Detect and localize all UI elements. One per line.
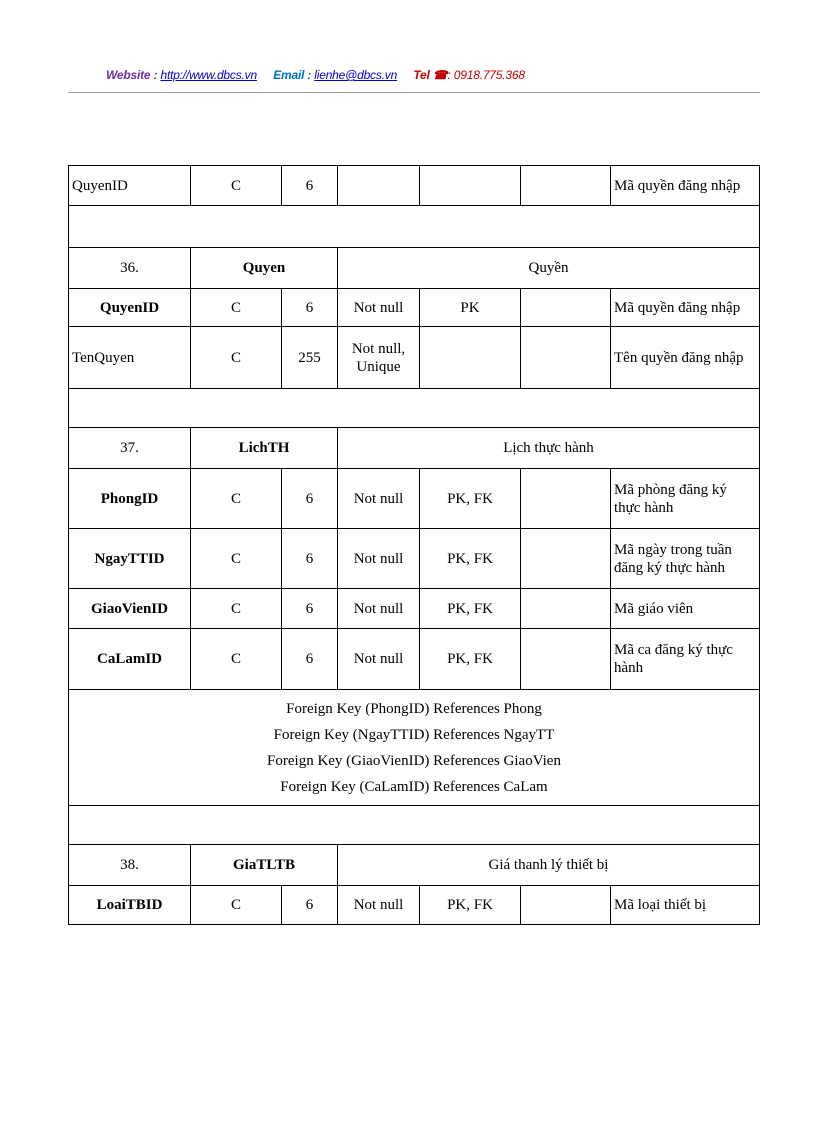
- table-title-row: [69, 845, 760, 886]
- field-description: Tên quyền đăng nhập: [611, 327, 760, 389]
- field-name: CaLamID: [69, 629, 191, 690]
- field-key: PK, FK: [420, 529, 521, 589]
- email-label: Email :: [273, 68, 312, 82]
- field-size: 6: [282, 166, 338, 206]
- field-key: [420, 166, 521, 206]
- field-size: 6: [282, 469, 338, 529]
- foreign-keys-block: [69, 690, 760, 806]
- table-number: 38.: [69, 845, 191, 886]
- field-type: C: [191, 289, 282, 327]
- field-description: Mã quyền đăng nhập: [611, 289, 760, 327]
- schema-table: [68, 165, 760, 925]
- phone-icon: ☎: [432, 68, 448, 82]
- field-key: PK, FK: [420, 469, 521, 529]
- field-type: C: [191, 166, 282, 206]
- email-link[interactable]: lienhe@dbcs.vn: [314, 68, 398, 82]
- field-description: Mã quyền đăng nhập: [611, 166, 760, 206]
- foreign-key-line: Foreign Key (PhongID) References Phong: [286, 700, 542, 717]
- field-name: TenQuyen: [69, 327, 191, 389]
- field-key: PK, FK: [420, 629, 521, 690]
- field-name: GiaoVienID: [69, 589, 191, 629]
- foreign-key-line: Foreign Key (GiaoVienID) References GiaoVien: [267, 752, 561, 769]
- table-row: [69, 529, 760, 589]
- field-size: 6: [282, 529, 338, 589]
- field-extra: [521, 529, 611, 589]
- tel-value: : 0918.775.368: [447, 68, 525, 82]
- field-size: 6: [282, 289, 338, 327]
- table-title-row: [69, 428, 760, 469]
- field-constraint: Not null: [338, 886, 420, 925]
- field-description: Mã ca đăng ký thực hành: [611, 629, 760, 690]
- field-constraint: Not null, Unique: [338, 327, 420, 389]
- field-name: QuyenID: [69, 289, 191, 327]
- table-row: [69, 886, 760, 925]
- field-description: Mã loại thiết bị: [611, 886, 760, 925]
- field-key: PK, FK: [420, 589, 521, 629]
- field-description: Mã ngày trong tuần đăng ký thực hành: [611, 529, 760, 589]
- field-extra: [521, 886, 611, 925]
- foreign-key-line: Foreign Key (NgayTTID) References NgayTT: [273, 726, 555, 743]
- field-key: PK: [420, 289, 521, 327]
- table-number: 36.: [69, 248, 191, 289]
- field-type: C: [191, 629, 282, 690]
- field-type: C: [191, 886, 282, 925]
- field-size: 6: [282, 589, 338, 629]
- table-name: LichTH: [191, 428, 338, 469]
- field-name: NgayTTID: [69, 529, 191, 589]
- field-name: QuyenID: [69, 166, 191, 206]
- field-constraint: [338, 166, 420, 206]
- field-key: [420, 327, 521, 389]
- table-description: Giá thanh lý thiết bị: [338, 845, 760, 886]
- field-type: C: [191, 589, 282, 629]
- header-divider: [68, 92, 760, 93]
- table-name: GiaTLTB: [191, 845, 338, 886]
- field-size: 6: [282, 886, 338, 925]
- website-label: Website :: [106, 68, 158, 82]
- table-description: Quyền: [338, 248, 760, 289]
- field-constraint: Not null: [338, 289, 420, 327]
- field-key: PK, FK: [420, 886, 521, 925]
- table-title-row: [69, 248, 760, 289]
- field-size: 255: [282, 327, 338, 389]
- field-size: 6: [282, 629, 338, 690]
- spacer-row: [69, 389, 760, 428]
- table-row: [69, 166, 760, 206]
- table-row: [69, 289, 760, 327]
- page-header: [106, 68, 525, 82]
- field-description: Mã giáo viên: [611, 589, 760, 629]
- field-constraint: Not null: [338, 529, 420, 589]
- field-name: PhongID: [69, 469, 191, 529]
- field-extra: [521, 289, 611, 327]
- table-row: [69, 327, 760, 389]
- table-number: 37.: [69, 428, 191, 469]
- field-extra: [521, 166, 611, 206]
- field-type: C: [191, 469, 282, 529]
- website-link[interactable]: http://www.dbcs.vn: [160, 68, 257, 82]
- field-extra: [521, 327, 611, 389]
- foreign-keys-row: [69, 690, 760, 806]
- field-constraint: Not null: [338, 629, 420, 690]
- tel-label: Tel: [413, 68, 430, 82]
- table-row: [69, 589, 760, 629]
- field-constraint: Not null: [338, 469, 420, 529]
- table-description: Lịch thực hành: [338, 428, 760, 469]
- field-extra: [521, 469, 611, 529]
- field-type: C: [191, 327, 282, 389]
- foreign-key-line: Foreign Key (CaLamID) References CaLam: [280, 778, 548, 795]
- table-name: Quyen: [191, 248, 338, 289]
- field-name: LoaiTBID: [69, 886, 191, 925]
- field-extra: [521, 629, 611, 690]
- field-description: Mã phòng đăng ký thực hành: [611, 469, 760, 529]
- spacer-row: [69, 206, 760, 248]
- field-extra: [521, 589, 611, 629]
- table-row: [69, 629, 760, 690]
- spacer-row: [69, 806, 760, 845]
- table-row: [69, 469, 760, 529]
- field-type: C: [191, 529, 282, 589]
- field-constraint: Not null: [338, 589, 420, 629]
